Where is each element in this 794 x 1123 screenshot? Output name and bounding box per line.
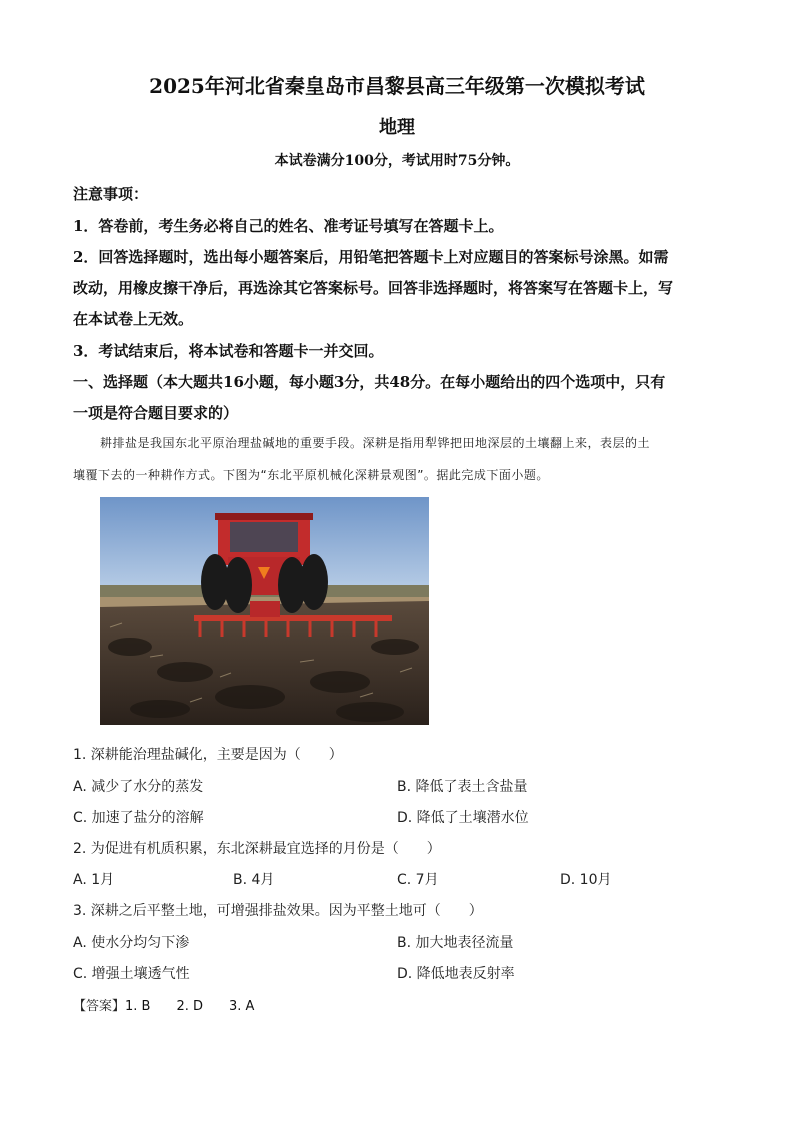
question-2-option-b: B. 4月	[233, 872, 275, 888]
subject-title: 地理	[379, 117, 415, 138]
question-2-option-c: C. 7月	[397, 872, 439, 888]
question-3-option-d: D. 降低地表反射率	[397, 966, 515, 982]
question-3-option-a: A. 使水分均匀下渗	[73, 935, 190, 951]
note-item-3: 3．考试结束后，将本试卷和答题卡一并交回。	[73, 342, 384, 360]
question-2-stem: 2. 为促进有机质积累，东北深耕最宜选择的月份是（ ）	[73, 841, 441, 857]
question-3-stem: 3. 深耕之后平整土地，可增强排盐效果。因为平整土地可（ ）	[73, 903, 483, 919]
notes-heading: 注意事项：	[73, 185, 149, 203]
question-3-option-b: B. 加大地表径流量	[397, 935, 514, 951]
score-note: 本试卷满分100分，考试用时75分钟。	[274, 153, 520, 169]
exam-title: 2025年河北省秦皇岛市昌黎县高三年级第一次模拟考试	[149, 74, 645, 98]
section-heading-line-1: 一、选择题（本大题共16小题，每小题3分，共48分。在每小题给出的四个选项中，只有	[73, 373, 666, 391]
question-1-option-b: B. 降低了表土含盐量	[397, 779, 528, 795]
note-item-2-line-1: 2．回答选择题时，选出每小题答案后，用铅笔把答题卡上对应题目的答案标号涂黑。如需	[73, 248, 669, 266]
note-item-2-line-3: 在本试卷上无效。	[73, 310, 194, 328]
intro-line-2: 壤覆下去的一种耕作方式。下图为“东北平原机械化深耕景观图”。据此完成下面小题。	[73, 468, 549, 482]
question-1-option-a: A. 减少了水分的蒸发	[73, 779, 204, 795]
section-heading-line-2: 一项是符合题目要求的）	[73, 404, 239, 422]
question-2-option-a: A. 1月	[73, 872, 115, 888]
note-item-2-line-2: 改动，用橡皮擦干净后，再选涂其它答案标号。回答非选择题时，将答案写在答题卡上，写	[73, 279, 674, 297]
question-1-option-d: D. 降低了土壤潜水位	[397, 810, 529, 826]
question-1-stem: 1. 深耕能治理盐碱化，主要是因为（ ）	[73, 747, 343, 763]
deep-plowing-photo	[100, 497, 429, 725]
intro-line-1: 耕排盐是我国东北平原治理盐碱地的重要手段。深耕是指用犁铧把田地深层的土壤翻上来，表层的土	[100, 436, 651, 450]
answer-values: 1. B 2. D 3. A	[125, 999, 255, 1014]
answer-tag: 【答案】	[73, 999, 126, 1014]
question-1-option-c: C. 加速了盐分的溶解	[73, 810, 204, 826]
question-3-option-c: C. 增强土壤透气性	[73, 966, 190, 982]
note-item-1: 1．答卷前，考生务必将自己的姓名、准考证号填写在答题卡上。	[73, 217, 504, 235]
question-2-option-d: D. 10月	[560, 872, 612, 888]
answer-line	[73, 995, 254, 1014]
